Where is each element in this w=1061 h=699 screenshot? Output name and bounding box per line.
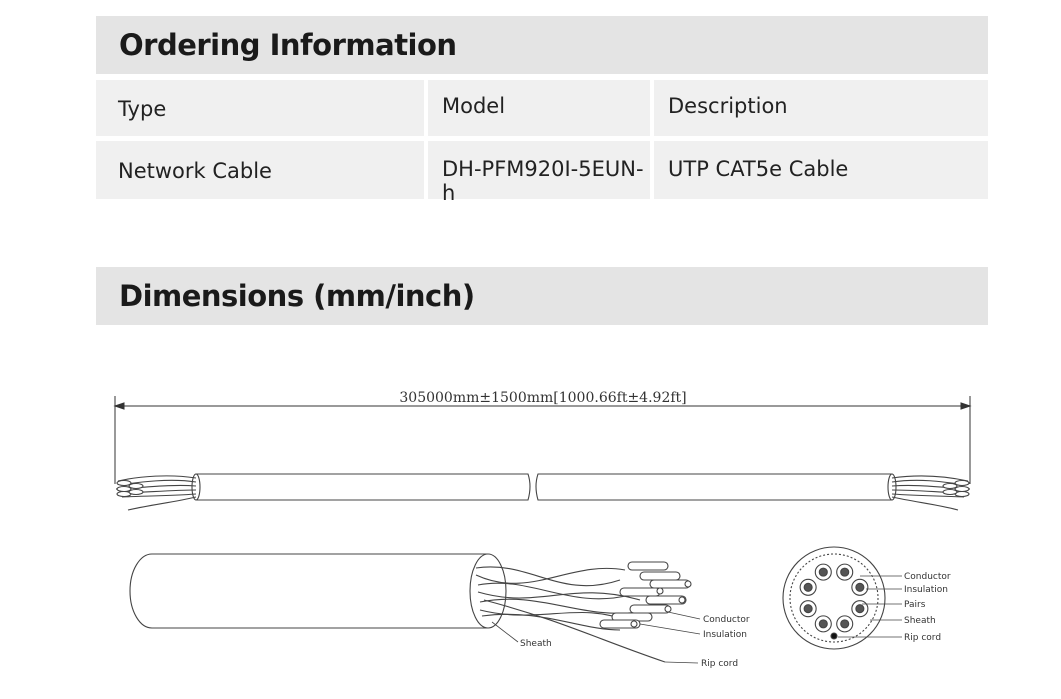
header-type: Type [118, 97, 167, 121]
cross-label-insulation: Insulation [904, 585, 949, 595]
cross-label-conductor: Conductor [904, 572, 951, 582]
side-label-sheath: Sheath [520, 639, 552, 649]
row-type: Network Cable [118, 159, 272, 183]
ordering-information-title: Ordering Information [119, 28, 457, 62]
row-model: DH-PFM920I-5EUN-h [442, 157, 644, 205]
cross-label-sheath: Sheath [904, 616, 936, 626]
conductor-core [841, 568, 849, 576]
cross-label-rip-cord: Rip cord [904, 633, 942, 643]
length-label: 305000mm±1500mm[1000.66ft±4.92ft] [399, 390, 687, 406]
conductor-core [819, 620, 827, 628]
side-label-rip-cord: Rip cord [701, 659, 739, 669]
long-cable [116, 474, 970, 510]
side-label-conductor: Conductor [703, 615, 750, 625]
conductor-core [804, 605, 812, 613]
header-model: Model [442, 94, 506, 118]
conductor-core [819, 568, 827, 576]
side-label-insulation: Insulation [703, 630, 748, 640]
length-dimension [115, 396, 970, 484]
cable-cross-section [783, 547, 902, 649]
row-description: UTP CAT5e Cable [668, 157, 849, 181]
conductor-core [856, 583, 864, 591]
dimensions-title: Dimensions (mm/inch) [119, 279, 475, 313]
conductor-core [804, 583, 812, 591]
conductor-core [841, 620, 849, 628]
cross-label-pairs: Pairs [904, 600, 926, 610]
header-description: Description [668, 94, 788, 118]
conductor-core [856, 605, 864, 613]
cable-side-view [130, 554, 700, 663]
